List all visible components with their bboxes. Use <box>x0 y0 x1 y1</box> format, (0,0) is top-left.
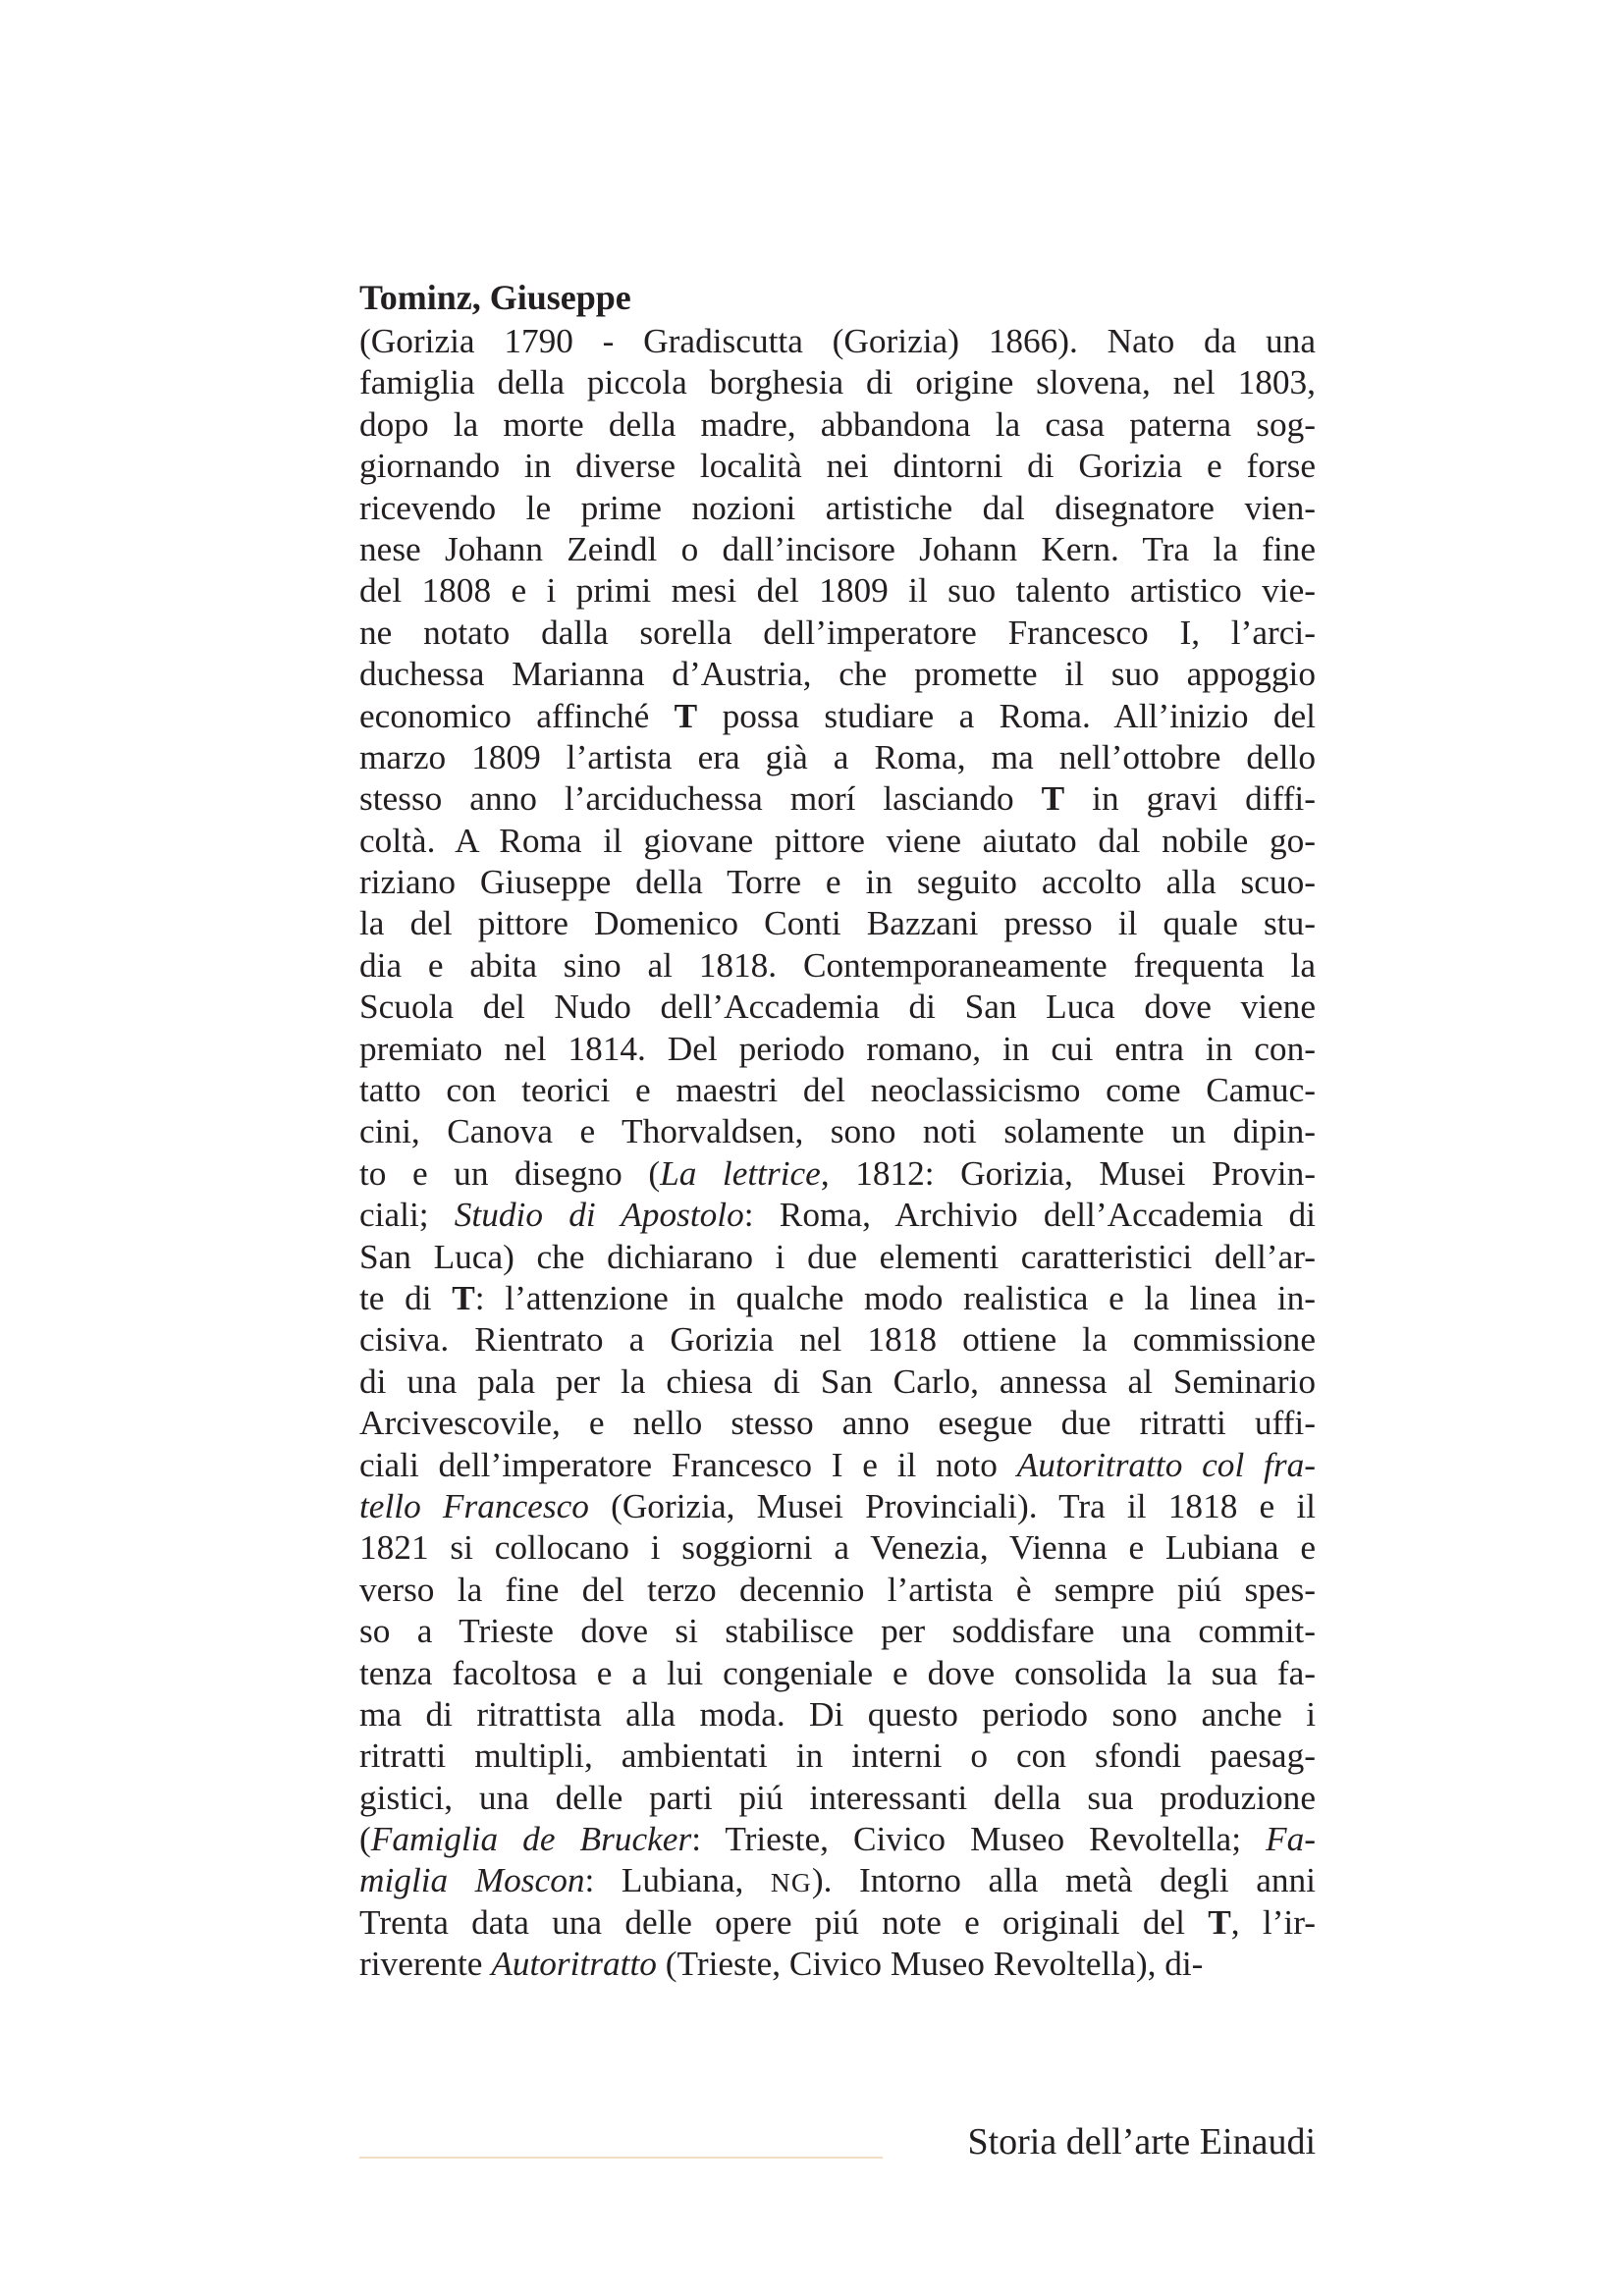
entry-body-line: gistici, una delle parti piú interessanti della sua produzione <box>359 1778 1316 1817</box>
entry-body-line: dia e abita sino al 1818. Contemporaneamente frequenta la <box>359 945 1316 985</box>
entry-body-line: ne notato dalla sorella dell’imperatore Francesco I, l’arci- <box>359 613 1316 652</box>
entry-body-line: riziano Giuseppe della Torre e in seguito accolto alla scuo- <box>359 863 1316 902</box>
entry-body-line: 1821 si collocano i soggiorni a Venezia, Vienna e Lubiana e <box>359 1528 1316 1568</box>
entry-body-line: ritratti multipli, ambientati in interni o con sfondi paesag- <box>359 1736 1316 1776</box>
entry-body-line: del 1808 e i primi mesi del 1809 il suo talento artistico vie- <box>359 571 1316 611</box>
entry-body-line: giornando in diverse località nei dintorni di Gorizia e forse <box>359 447 1316 486</box>
entry-body-line: verso la fine del terzo decennio l’artista è sempre piú spes- <box>359 1570 1316 1609</box>
entry-body-line: ricevendo le prime nozioni artistiche dal disegnatore vien- <box>359 488 1316 527</box>
entry-body-line: coltà. A Roma il giovane pittore viene aiutato dal nobile go- <box>359 821 1316 860</box>
entry-body-line: tatto con teorici e maestri del neoclassicismo come Camuc- <box>359 1071 1316 1110</box>
entry-body-line: Arcivescovile, e nello stesso anno esegue due ritratti uffi- <box>359 1404 1316 1443</box>
entry-body-line: dopo la morte della madre, abbandona la casa paterna sog- <box>359 404 1316 444</box>
encyclopedia-entry <box>359 275 1316 1986</box>
entry-body-line: marzo 1809 l’artista era già a Roma, ma nell’ottobre dello <box>359 737 1316 776</box>
entry-body-line: stesso anno l’arciduchessa morí lasciando T in gravi diffi- <box>359 779 1316 819</box>
entry-body-line: Trenta data una delle opere piú note e originali del T, l’ir- <box>359 1902 1316 1942</box>
entry-body-line: premiato nel 1814. Del periodo romano, in cui entra in con- <box>359 1029 1316 1068</box>
entry-body-line: cini, Canova e Thorvaldsen, sono noti solamente un dipin- <box>359 1112 1316 1151</box>
entry-body-line: ma di ritrattista alla moda. Di questo periodo sono anche i <box>359 1694 1316 1734</box>
entry-body-line: te di T: l’attenzione in qualche modo realistica e la linea in- <box>359 1278 1317 1317</box>
entry-body-line: riverente Autoritratto (Trieste, Civico Museo Revoltella), di- <box>359 1945 1204 1984</box>
entry-body-line: Scuola del Nudo dell’Accademia di San Luca dove viene <box>359 988 1316 1027</box>
entry-body-line: la del pittore Domenico Conti Bazzani presso il quale stu- <box>359 904 1316 943</box>
entry-title: Tominz, Giuseppe <box>359 278 631 317</box>
entry-body-line: so a Trieste dove si stabilisce per soddisfare una commit- <box>359 1612 1316 1651</box>
entry-body-line: nese Johann Zeindl o dall’incisore Johann Kern. Tra la fine <box>359 529 1316 568</box>
page-footer <box>359 2112 1316 2171</box>
entry-body-line: tenza facoltosa e a lui congeniale e dove consolida la sua fa- <box>359 1653 1316 1692</box>
entry-body-line: duchessa Marianna d’Austria, che promette il suo appoggio <box>359 655 1316 694</box>
entry-body-line: economico affinché T possa studiare a Roma. All’inizio del <box>359 696 1316 735</box>
footer-rule <box>359 2157 883 2159</box>
entry-body-line: (Famiglia de Brucker: Trieste, Civico Museo Revoltella; Fa- <box>359 1820 1316 1859</box>
entry-body <box>359 321 1316 1986</box>
footer-publisher-text: Storia dell’arte Einaudi <box>967 2121 1316 2163</box>
entry-body-line: cisiva. Rientrato a Gorizia nel 1818 ottiene la commissione <box>359 1320 1316 1360</box>
entry-body-line: tello Francesco (Gorizia, Musei Provinciali). Tra il 1818 e il <box>359 1486 1316 1525</box>
entry-body-line: miglia Moscon: Lubiana, NG). Intorno alla metà degli anni <box>359 1861 1316 1900</box>
entry-body-line: San Luca) che dichiarano i due elementi caratteristici dell’ar- <box>359 1237 1316 1276</box>
entry-body-line: ciali dell’imperatore Francesco I e il noto Autoritratto col fra- <box>359 1445 1316 1484</box>
entry-body-line: to e un disegno (La lettrice, 1812: Gorizia, Musei Provin- <box>359 1153 1316 1193</box>
entry-body-line: (Gorizia 1790 - Gradiscutta (Gorizia) 1866). Nato da una <box>359 322 1316 360</box>
entry-body-line: di una pala per la chiesa di San Carlo, annessa al Seminario <box>359 1362 1316 1401</box>
entry-body-line: famiglia della piccola borghesia di origine slovena, nel 1803, <box>359 363 1316 402</box>
entry-body-line: ciali; Studio di Apostolo: Roma, Archivio dell’Accademia di <box>359 1196 1316 1235</box>
